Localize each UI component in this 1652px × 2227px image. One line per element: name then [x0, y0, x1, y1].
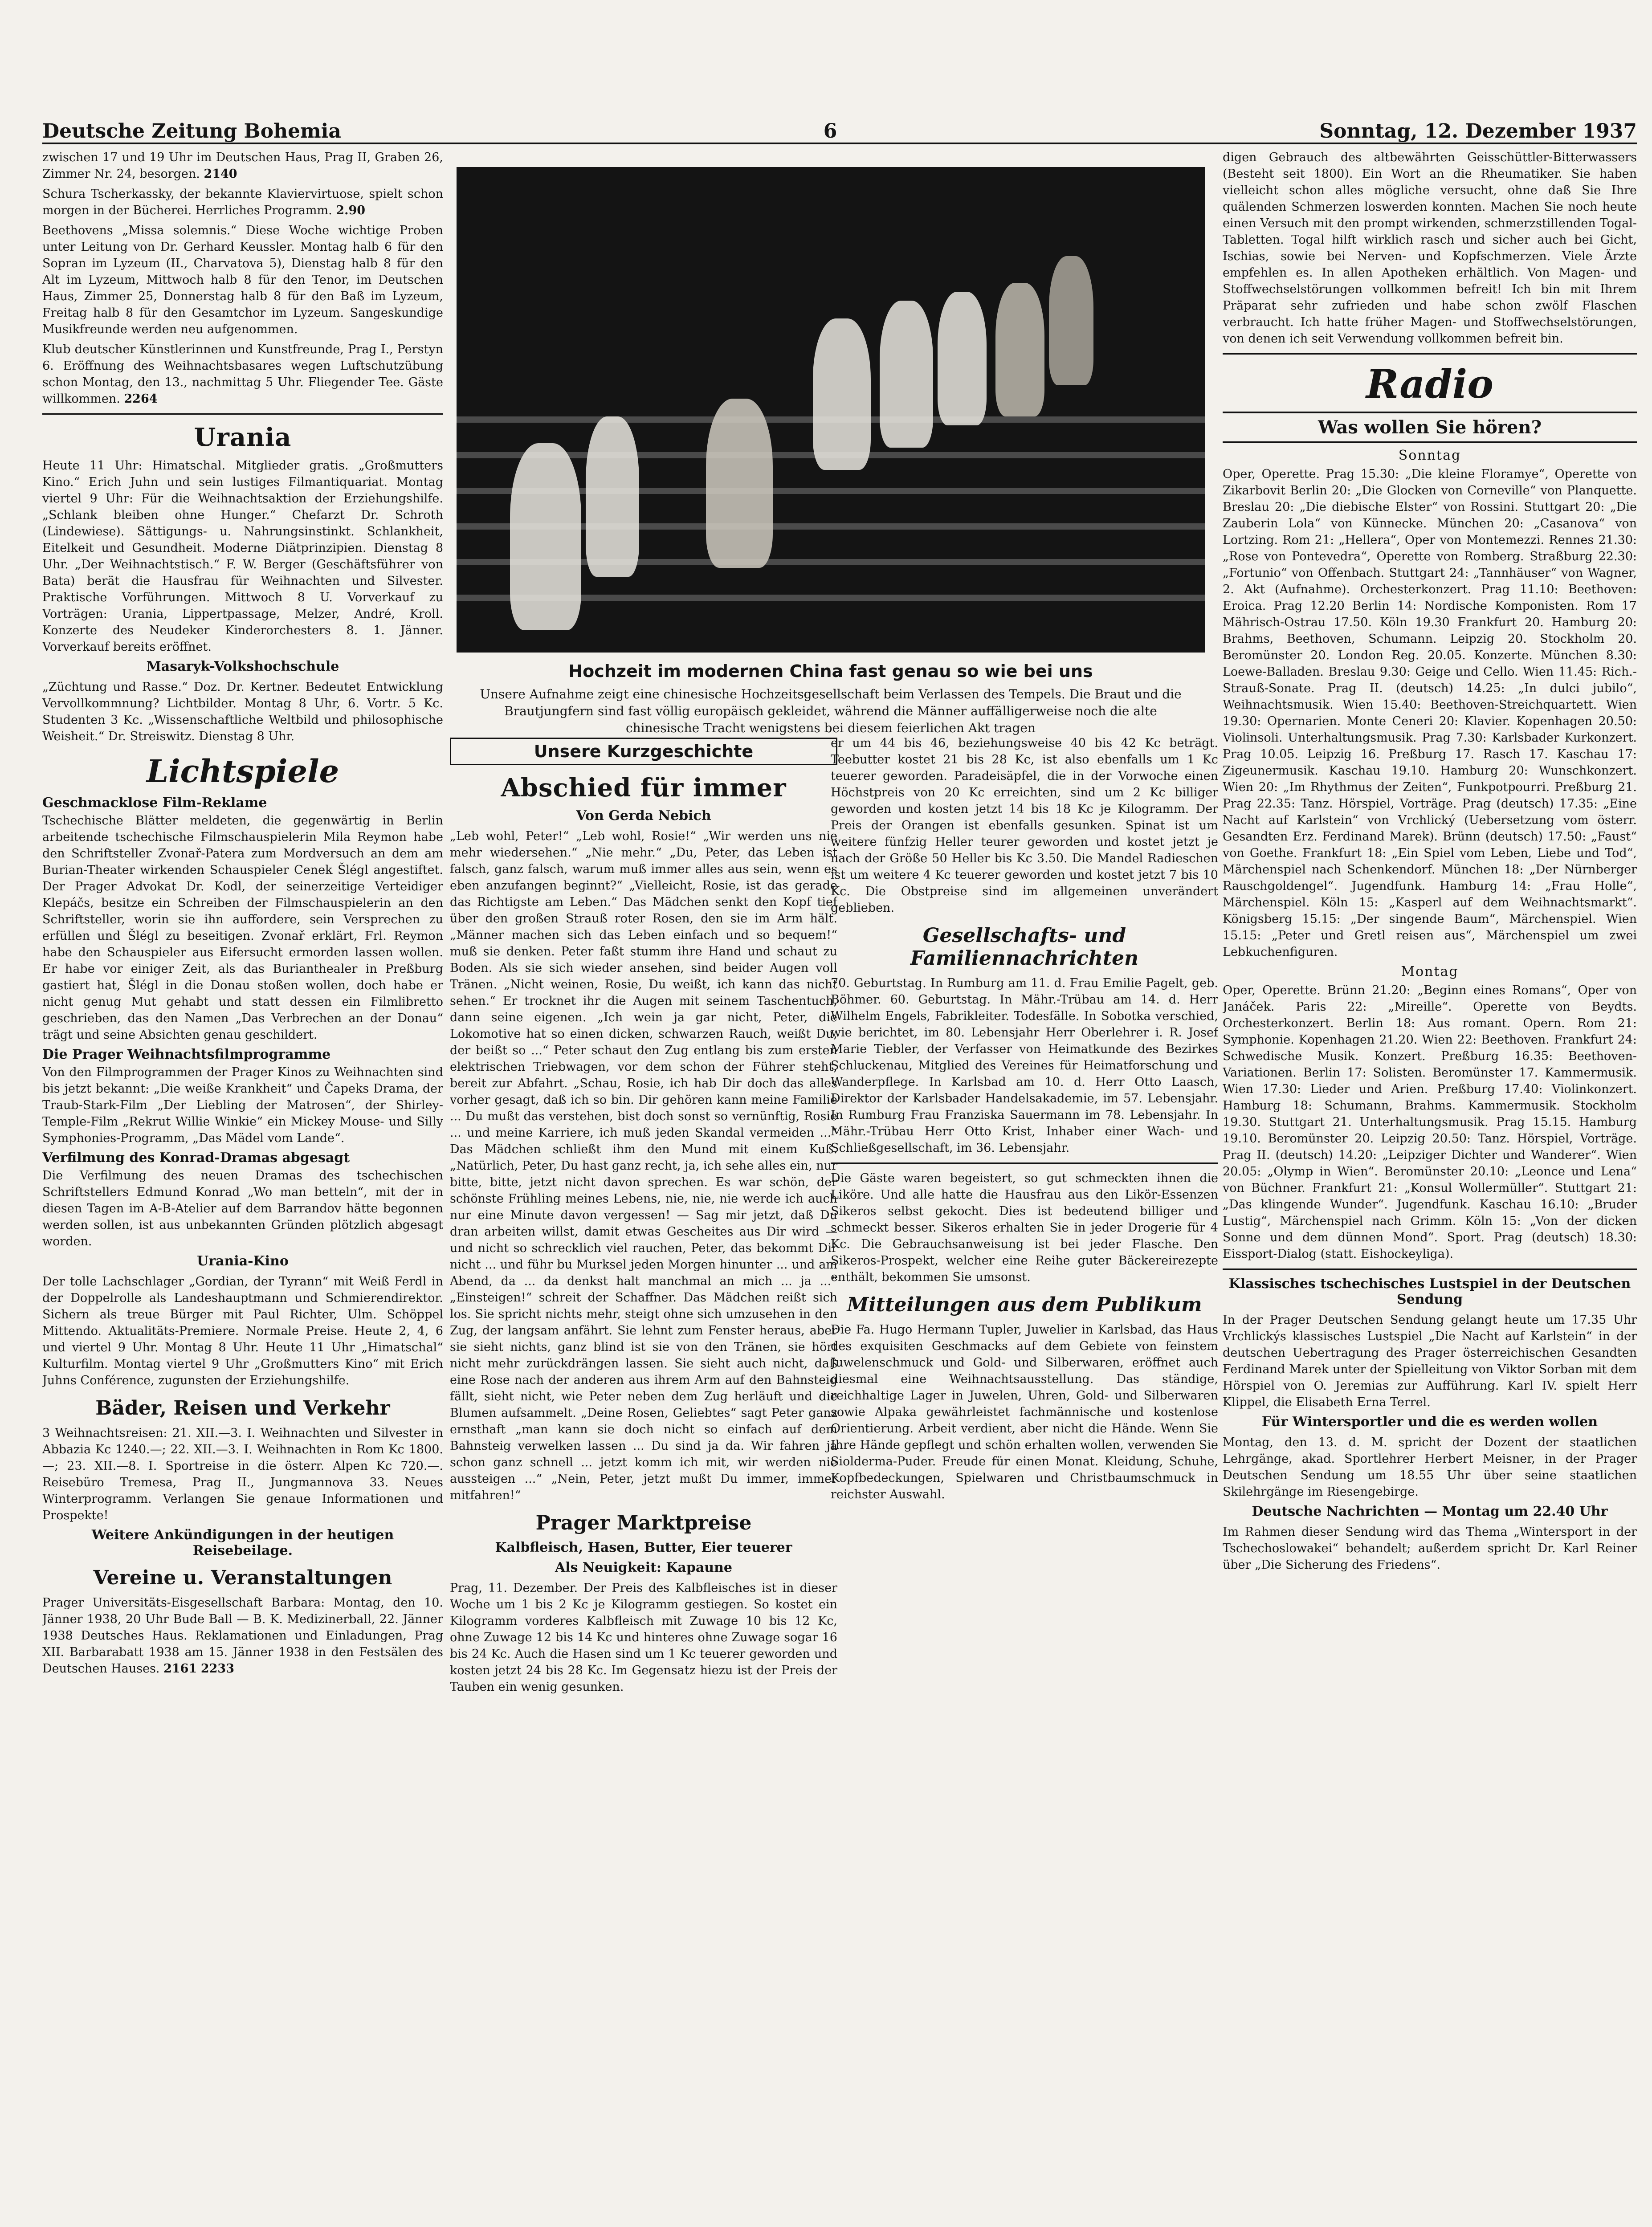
divider	[1223, 353, 1637, 355]
column-2	[450, 735, 837, 2205]
story-title: Abschied für immer	[501, 773, 787, 803]
wintersport-title: Für Wintersportler und die es werden wollen	[1261, 1414, 1598, 1430]
divider	[831, 1162, 1218, 1164]
klub-notice: Klub deutscher Künstlerinnen und Kunstfreunde, Prag I., Perstyn 6. Eröffnung des Weihnachtsbasares wegen Luftschutzübung schon Montag, den 13., nachmittag 5 Uhr. Fliegender Tee. Gäste willkommen. 2264	[42, 343, 443, 406]
prager-title: Die Prager Weihnachtsfilmprogramme	[42, 1047, 331, 1062]
radio-heading: Radio	[1366, 361, 1493, 407]
photo-figure	[995, 283, 1044, 416]
photo-caption-text: Unsere Aufnahme zeigt eine chinesische Hochzeitsgesellschaft beim Verlassen des Tempels. Die Braut und die Brautjungfern sind fast völlig europäisch gekleidet, während die Männer auffälligerweise noch die alte chinesische Tracht wenigstens bei diesem feierlichen Akt tragen	[480, 687, 1182, 735]
page-number: 6	[823, 120, 837, 143]
story-text: „Leb wohl, Peter!“ „Leb wohl, Rosie!“ „Wir werden uns nie mehr wiedersehen.“ „Nie mehr.“ „Du, Peter, das Leben ist falsch, ganz falsch, warum muß immer alles aus sein, wenn es eben anzufangen beginnt?“ „Vielleicht, Rosie, ist das gerade das Richtigste am Leben.“ Das Mädchen senkt den Kopf tief über den großen Strauß roter Rosen, den sie im Arm hält. „Männer machen sich das Leben einfach und so bequem!“ muß sie denken. Peter faßt stumm ihre Hand und schaut zu Boden. Als sie sich wieder ansehen, sind beider Augen voll Tränen. „Nicht weinen, Rosie, Du weißt, ich kann das nicht sehen.“ Er trocknet ihr die Augen mit seinem Taschentuch, dann seine eigenen. „Ich wein ja gar nicht, Peter, die Lokomotive hat so einen dicken, schwarzen Rauch, weißt Du, der beißt so ...“ Peter schaut den Zug entlang bis zum ersten elektrischen Triebwagen, vor dem schon der Führer steht, bereit zur Abfahrt. „Schau, Rosie, ich hab Dir doch das alles vorher gesagt, daß ich so bin. Dir gehören kann meine Familie ... Du mußt das verstehen, bist doch sonst so vernünftig, Rosie ... und meine Karriere, ich muß jeden Skandal vermeiden ...“ Das Mädchen schließt ihm den Mund mit einem Kuß. „Natürlich, Peter, Du hast ganz recht, ja, ich sehe alles ein, nur bitte, bitte, jetzt nicht davon sprechen. Es war schön, der schönste Frühling meines Lebens, nie, nie, nie werde ich auch nur eine Minute davon vergessen! — Sag mir jetzt, daß Du dran arbeiten willst, damit etwas Gescheites aus Dir wird — und nicht so schrecklich viel rauchen, Peter, das bekommt Dir nicht ... und führ bu Murksel jeden Morgen hinunter ... und am Abend, da ... da denkst halt manchmal an mich ... ja ...“ „Einsteigen!“ schreit der Schaffner. Das Mädchen reißt sich los. Sie spricht nichts mehr, steigt ohne sich umzusehen in den Zug, der langsam anfährt. Sie lehnt zum Fenster heraus, aber sie sieht nichts, ganz blind ist sie von den Tränen, sie hört nicht mehr zurückdrängen lassen. Sie sieht auch nicht, daß eine Rose nach der anderen aus ihrem Arm auf den Bahnsteig fällt, sieht nicht, wie Peter neben dem Zug herläuft und die Blumen aufsammelt. „Deine Rosen, Geliebtes“ sagt Peter ganz ernsthaft „man kann sie doch nicht so einfach auf dem Bahnsteig verwelken lassen ... Du sind ja da. Wir fahren ja schon ganz schnell ... jetzt komm ich mit, wir werden nie aussteigen ...“ „Nein, Peter, jetzt mußt Du immer, immer mitfahren!“	[450, 829, 837, 1502]
weitere-heading: Weitere Ankündigungen in der heutigen Reisebeilage.	[91, 1527, 394, 1558]
divider	[42, 413, 443, 415]
column-1	[42, 149, 443, 2227]
nachrichten-title: Deutsche Nachrichten — Montag um 22.40 Uhr	[1252, 1504, 1608, 1519]
photo-figure	[880, 301, 933, 448]
mitteilungen-heading: Mitteilungen aus dem Publikum	[847, 1293, 1202, 1316]
verfilmung-title: Verfilmung des Konrad-Dramas abgesagt	[42, 1150, 350, 1166]
story-author: Von Gerda Nebich	[576, 808, 711, 824]
market-continued: er um 44 bis 46, beziehungsweise 40 bis 42 Kc beträgt. Teebutter kostet 21 bis 28 Kc, ist also ebenfalls um 1 Kc teuerer geworden. Paradeisäpfel, die in der Vorwoche einen Höchstpreis von 20 Kc erreichten, sind um 2 Kc billiger geworden und kosten jetzt 14 bis 18 Kc je Kilogramm. Der Preis der Orangen ist ebenfalls gesunken. Spinat ist um weitere fünfzig Heller teurer geworden und kostet jetzt je nach der Größe 50 Heller bis Kc 3.50. Die Mandel Radieschen ist um weitere 4 Kc teuerer geworden und kostet jetzt 7 bis 10 Kc. Die Obstpreise sind im allgemeinen unverändert geblieben.	[831, 736, 1218, 915]
photo-figure	[706, 399, 773, 568]
wintersport-text: Montag, den 13. d. M. spricht der Dozent der staatlichen Lehrgänge, akad. Sportlehrer Herbert Meisner, in der Prager Deutschen Sendung um 18.55 Uhr über seine staatlichen Skilehrgänge im Riesengebirge.	[1223, 1436, 1637, 1499]
geschmacklose-text: Tschechische Blätter meldeten, die gegenwärtig in Berlin arbeitende tschechische Filmschauspielerin Mila Reymon habe den Schriftsteller Zvonař-Patera zum Mordversuch an dem am Burian-Theater wirkenden Schauspieler Cenek Šlégl angestiftet. Der Prager Advokat Dr. Kodl, der seinerzeitige Verteidiger Klepáčs, besitze ein Schreiben der Filmschauspielerin an den Schriftsteller, worin sie ihn auffordere, sein Versprechen zu erfüllen und Šlégl zu beseitigen. Zvonař erklärt, Frl. Reymon habe den Schauspieler aus Eifersucht ermorden lassen wollen. Er habe vor einiger Zeit, als das Burianthealer in Preßburg gastiert hat, Šlégl in die Donau stoßen wollen, doch habe er nicht genug Mut gehabt und statt dessen ein Filmlibretto geschrieben, das den Namen „Das Verbrechen an der Donau“ trägt und seine Absichten genau geschildert.	[42, 814, 443, 1042]
urania-kino-title: Urania-Kino	[197, 1253, 289, 1269]
masaryk-heading: Masaryk-Volkshochschule	[146, 659, 339, 674]
masaryk-text: „Züchtung und Rasse.“ Doz. Dr. Kertner. Bedeutet Entwicklung Vervollkommnung? Lichtbilder. Montag 8 Uhr, 6. Vortr. 5 Kc. Studenten 3 Kc. „Wissenschaftliche Weltbild und philosophische Weisheit.“ Dr. Streiswitz. Dienstag 8 Uhr.	[42, 680, 443, 743]
intro-notice: zwischen 17 und 19 Uhr im Deutschen Haus, Prag II, Graben 26, Zimmer Nr. 24, besorgen. 2140	[42, 151, 443, 181]
prager-text: Von den Filmprogrammen der Prager Kinos zu Weihnachten sind bis jetzt bekannt: „Die weiße Krankheit“ und Čapeks Drama, der Traub-Stark-Film „Der Liebling der Matrosen“, der Shirley-Temple-Film „Rekrut Willie Winkie“ ein Mickey Mouse- und Silly Symphonies-Programm, „Das Mädel vom Lande“.	[42, 1065, 443, 1145]
sonntag-program: Oper, Operette. Prag 15.30: „Die kleine Floramye“, Operette von Zikarbovit Berlin 20: „Die Glocken von Corneville“ von Planquette. Breslau 20: „Die diebische Elster“ von Rossini. Stuttgart 20: „Die Zauberin Lola“ von Künnecke. München 20: „Casanova“ von Lortzing. Rom 21: „Hellera“, Oper von Montemezzi. Rennes 21.30: „Rose von Pontevedra“, Operette von Romberg. Straßburg 22.30: „Fortunio“ von Offenbach. Stuttgart 24: „Tannhäuser“ von Wagner, 2. Akt (Aufnahme). Orchesterkonzert. Prag 11.10: Beethoven: Eroica. Prag 12.20 Berlin 14: Nordische Komponisten. Rom 17 Mährisch-Ostrau 17.50. Köln 19.30 Frankfurt 20. Hamburg 20: Brahms, Beethoven, Schumann. Leipzig 20. Stockholm 20. Beromünster 20. London Reg. 20.05. Konzerte. München 8.30: Loewe-Balladen. Breslau 9.30: Geige und Cello. Wien 11.45: Rich.-Strauß-Sonate. Prag II. (deutsch) 14.25: „In dulci jubilo“, Weihnachtsmusik. Wien 15.40: Beethoven-Streichquartett. Wien 19.30: Opernarien. Monte Ceneri 20: Klavier. Kopenhagen 20.50: Violinsoli. Unterhaltungsmusik. Prag 7.30: Karlsbader Kurkonzert. Prag 10.05. Leipzig 16. Preßburg 17. Rasch 17. Kaschau 17: Zigeunermusik. Kaschau 19.10. Hamburg 20: Wunschkonzert. Wien 20: „Im Rhythmus der Zeiten“, Funkpotpourri. Preßburg 21. Prag 22.35: Tanz. Hörspiel, Vorträge. Prag (deutsch) 17.35: „Eine Nacht auf Karlstein“ von Vrchlický (Uebersetzung vom österr. Gesandten Erz. Ferdinand Marek). Brünn (deutsch) 17.50: „Faust“ von Goethe. Frankfurt 18: „Ein Spiel vom Leben, Liebe und Tod“, Märchenspiel nach Schenkendorf. München 18: „Der Nürnberger Rauschgoldengel“. Jugendfunk. Hamburg 14: „Frau Holle“, Märchenspiel. Köln 15: „Kasperl auf dem Weihnachtsmarkt“. Königsberg 15.15: „Der singende Baum“, Märchenspiel. Wien 15.15: „Peter und Gretl reisen aus“, Märchenspiel um zwei Lebkuchenfiguren.	[1223, 467, 1637, 959]
montag-program: Oper, Operette. Brünn 21.20: „Beginn eines Romans“, Oper von Janáček. Paris 22: „Mireille“. Operette von Beydts. Orchesterkonzert. Berlin 18: Aus romant. Opern. Rom 21: Symphonie. Kopenhagen 21.20. Wien 22: Beethoven. Frankfurt 24: Schwedische Musik. Konzert. Preßburg 16.35: Beethoven-Variationen. Berlin 17: Solisten. Beromünster 17. Kammermusik. Wien 17.30: Lieder und Arien. Preßburg 17.40: Violinkonzert. Hamburg 18: Schumann, Brahms. Kammermusik. Stockholm 19.30. Stuttgart 21. Unterhaltungsmusik. Prag 15.15. Hamburg 19.10. Beromünster 20. Leipzig 20.50: Tanz. Hörspiel, Vorträge. Prag II. (deutsch) 14.20: „Leipziger Dichter und Wanderer“. Wien 20.05: „Olymp in Wien“. Beromünster 20.10: „Leonce und Lena“ von Büchner. Frankfurt 21: „Konsul Wollermüller“. Stuttgart 21: „Das klingende Wunder“. Jugendfunk. Kaschau 16.10: „Bruder Lustig“, Märchenspiel nach Grimm. Köln 15: „Von der dicken Sonne und dem dünnen Mond“. Sport. Prag (deutsch) 18.30: Eissport-Dialog (statt. Eishockeyliga).	[1223, 983, 1637, 1261]
verfilmung-text: Die Verfilmung des neuen Dramas des tschechischen Schriftstellers Edmund Konrad „Wo man betteln“, mit der in diesen Tagen im A-B-Atelier auf dem Barrandov hätte begonnen werden sollen, ist aus unbekannten Gründen plötzlich abgesagt worden.	[42, 1169, 443, 1248]
vereine-heading: Vereine u. Veranstaltungen	[93, 1566, 392, 1589]
urania-text: Heute 11 Uhr: Himatschal. Mitglieder gratis. „Großmutters Kino.“ Erich Juhn und sein lustiges Filmantiquariat. Montag viertel 9 Uhr: Für die Weihnachtsaktion der Erziehungshilfe. „Schlank bleiben ohne Hunger.“ Chefarzt Dr. Schroth (Lindewiese). Sättigungs- u. Nahrungsinstinkt. Schlankheit, Eitelkeit und Gesundheit. Moderne Diätprinzipien. Dienstag 8 Uhr. „Der Weihnachtstisch.“ F. W. Berger (Geschäftsführer von Bata) berät die Hausfrau für Weihnachten und Silvester. Praktische Vorführungen. Mittwoch 8 U. Vorverkauf zu Vorträgen: Urania, Lippertpassage, Melzer, André, Kroll. Konzerte des Neudeker Kinderorchesters 8. 1. Jänner. Vorverkauf bereits eröffnet.	[42, 459, 443, 654]
markt-heading: Prager Marktpreise	[535, 1512, 752, 1534]
photo-figure	[510, 443, 581, 630]
photo-figure	[1049, 256, 1093, 385]
masthead-date: Sonntag, 12. Dezember 1937	[1319, 120, 1637, 143]
markt-sub2: Als Neuigkeit: Kapaune	[555, 1560, 732, 1575]
photo-figure	[813, 318, 871, 470]
vereine-text: Prager Universitäts-Eisgesellschaft Barbara: Montag, den 10. Jänner 1938, 20 Uhr Bude Ball — B. K. Medizinerball, 22. Jänner 1938 Deutsches Haus. Reklamationen und Einladungen, Prag XII. Barbarabatt 1938 am 15. Jänner 1938 in den Festsälen des Deutschen Hauses. 2161 2233	[42, 1596, 443, 1676]
photo-figure	[586, 416, 639, 577]
photo-caption-title: Hochzeit im modernen China fast genau so wie bei uns	[568, 661, 1093, 681]
mitteilungen-text: Die Fa. Hugo Hermann Tupler, Juwelier in Karlsbad, das Haus des exquisiten Geschmacks auf dem Gebiete von feinstem Juwelenschmuck und Gold- und Silberwaren, eröffnet auch diesmal eine Weihnachtsausstellung. Das ständige, reichhaltige Lager in Juwelen, Uhren, Gold- und Silberwaren sowie Alpaka gewährleistet fachmännische und kostenlose Orientierung. Arbeit verdient, aber nicht die Hände. Wenn Sie Ihre Hände gepflegt und schön erhalten wollen, verwenden Sie Siolderma-Puder. Freude für einen Monat. Kleidung, Schuhe, Kopfbedeckungen, Spielwaren und Christbaumschmuck in reichster Auswahl.	[831, 1323, 1218, 1501]
urania-kino-text: Der tolle Lachschlager „Gordian, der Tyrann“ mit Weiß Ferdl in der Doppelrolle als Landeshauptmann und Schmierendirektor. Sichern als treue Bürger mit Paul Richter, Ulm. Schöppel Mittendo. Aktualitäts-Premiere. Normale Preise. Heute 2, 4, 6 und viertel 9 Uhr. Montag 8 Uhr. Heute 11 Uhr „Himatschal“ Kulturfilm. Montag viertel 9 Uhr „Großmutters Kino“ mit Erich Juhns Conférence, zugunsten der Erziehungshilfe.	[42, 1275, 443, 1387]
radio-subheading: Was wollen Sie hören?	[1223, 412, 1637, 443]
masthead	[42, 111, 1637, 144]
gesell-text: 70. Geburtstag. In Rumburg am 11. d. Frau Emilie Pagelt, geb. Böhmer. 60. Geburtstag. In Mähr.-Trübau am 14. d. Herr Wilhelm Engels, Fabrikleiter. Todesfälle. In Sobotka verschied, wie berichtet, im 80. Lebensjahr Herr Oberlehrer i. R. Josef Marie Tiebler, der Verfasser von Heimatkunde des Bezirkes Schluckenau, Mitglied des Vereines für Heimatforschung und Wanderpflege. In Karlsbad am 10. d. Herr Otto Laasch, Direktor der Karlsbader Handelsakademie, im 57. Lebensjahr. In Rumburg Frau Franziska Sauermann im 78. Lebensjahr. In Mähr.-Trübau Herr Otto Krist, Inhaber einer Wach- und Schließgesellschaft, im 36. Lebensjahr.	[831, 976, 1218, 1155]
photo-block	[448, 149, 1216, 735]
markt-text: Prag, 11. Dezember. Der Preis des Kalbfleisches ist in dieser Woche um 1 bis 2 Kc je Kilogramm gestiegen. So kostet ein Kilogramm vorderes Kalbfleisch mit Zuwage 10 bis 12 Kc, ohne Zuwage 12 bis 14 Kc und hinteres ohne Zuwage sogar 16 bis 24 Kc. Auch die Hasen sind um 1 Kc teuerer geworden und kosten jetzt 24 bis 28 Kc. Im Gegensatz hiezu ist der Preis der Tauben ein wenig gesunken.	[450, 1581, 837, 1694]
divider	[1223, 1268, 1637, 1270]
nachrichten-text: Im Rahmen dieser Sendung wird das Thema „Wintersport in der Tschechoslowakei“ behandelt; außerdem spricht Dr. Karl Reiner über „Die Sicherung des Friedens“.	[1223, 1525, 1637, 1572]
photo-figure	[938, 292, 987, 425]
masthead-title: Deutsche Zeitung Bohemia	[42, 120, 341, 143]
lichtspiele-heading: Lichtspiele	[146, 753, 339, 790]
geschmacklose-title: Geschmacklose Film-Reklame	[42, 795, 267, 811]
baeder-heading: Bäder, Reisen und Verkehr	[95, 1397, 390, 1419]
baeder-text: 3 Weihnachtsreisen: 21. XII.—3. I. Weihnachten und Silvester in Abbazia Kc 1240.—; 22. XII.—3. I. Weihnachten in Rom Kc 1800.—; 23. XII.—8. I. Sportreise in die österr. Alpen Kc 720.—. Reisebüro Tremesa, Prag II., Jungmannova 33. Neues Winterprogramm. Verlangen Sie genaue Informationen und Prospekte!	[42, 1426, 443, 1522]
gaeste-text: Die Gäste waren begeistert, so gut schmeckten ihnen die Liköre. Und alle hatte die Hausfrau aus den Likör-Essenzen Sikeros selbst gekocht. Dies ist bedeutend billiger und schmeckt besser. Sikeros erhalten Sie in jeder Drogerie für 4 Kc. Die Gebrauchsanweisung ist bei jeder Flasche. Den Sikeros-Prospekt, welcher eine Reihe guter Bäckereirezepte enthält, bekommen Sie umsonst.	[831, 1171, 1218, 1284]
schura-notice: Schura Tscherkassky, der bekannte Klaviervirtuose, spielt schon morgen in der Bücherei. Herrliches Programm. 2.90	[42, 187, 443, 217]
wedding-photo	[457, 167, 1205, 653]
beethoven-notice: Beethovens „Missa solemnis.“ Diese Woche wichtige Proben unter Leitung von Dr. Gerhard Keussler. Montag halb 6 für den Sopran im Lyzeum (II., Charvatova 5), Dienstag halb 8 für den Alt im Lyzeum, Mittwoch halb 8 für den Tenor, im Deutschen Haus, Zimmer 25, Donnerstag halb 8 für den Baß im Lyzeum, Freitag halb 8 für den Gesamtchor im Lyzeum. Sangeskundige Musikfreunde werden neu aufgenommen.	[42, 224, 443, 336]
kurzgeschichte-label: Unsere Kurzgeschichte	[450, 738, 837, 765]
column-4	[1223, 149, 1637, 2227]
markt-sub: Kalbfleisch, Hasen, Butter, Eier teuerer	[495, 1540, 792, 1555]
urania-heading: Urania	[194, 423, 292, 452]
column-3	[831, 735, 1218, 2205]
day-montag: Montag	[1401, 964, 1459, 979]
gesell-heading: Gesellschafts- und Familiennachrichten	[910, 924, 1139, 970]
klassische-text: In der Prager Deutschen Sendung gelangt heute um 17.35 Uhr Vrchlickýs klassisches Lustspiel „Die Nacht auf Karlstein“ in der deutschen Uebertragung des Prager österreichischen Gesandten Ferdinand Marek unter der Spielleitung von Viktor Sorban mit dem Hörspiel von O. Jeremias zur Aufführung. Karl IV. spielt Herr Klippel, die Elisabeth Erna Terrel.	[1223, 1313, 1637, 1409]
day-sonntag: Sonntag	[1398, 448, 1461, 463]
klassische-title: Klassisches tschechisches Lustspiel in der Deutschen Sendung	[1228, 1276, 1631, 1307]
ads-text: digen Gebrauch des altbewährten Geisschüttler-Bitterwassers (Besteht seit 1800). Ein Wort an die Rheumatiker. Sie haben vielleicht schon alles mögliche versucht, ohne daß Sie Ihre quälenden Schmerzen loswerden konnten. Machen Sie noch heute einen Versuch mit den prompt wirkenden, schmerzstillenden Togal-Tabletten. Togal hilft wirklich rasch und sicher auch bei Gicht, Ischias, sowie bei Nerven- und Kopfschmerzen. Viele Ärzte empfehlen es. In allen Apotheken erhältlich. Von Magen- und Stoffwechselstörungen vollkommen befreit! Ich bin mit Ihrem Präparat sehr zufrieden und habe schon zwölf Flaschen verbraucht. Ich hatte früher Magen- und Stoffwechselstörungen, von denen ich seit Verwendung vollkommen befreit bin.	[1223, 151, 1637, 346]
